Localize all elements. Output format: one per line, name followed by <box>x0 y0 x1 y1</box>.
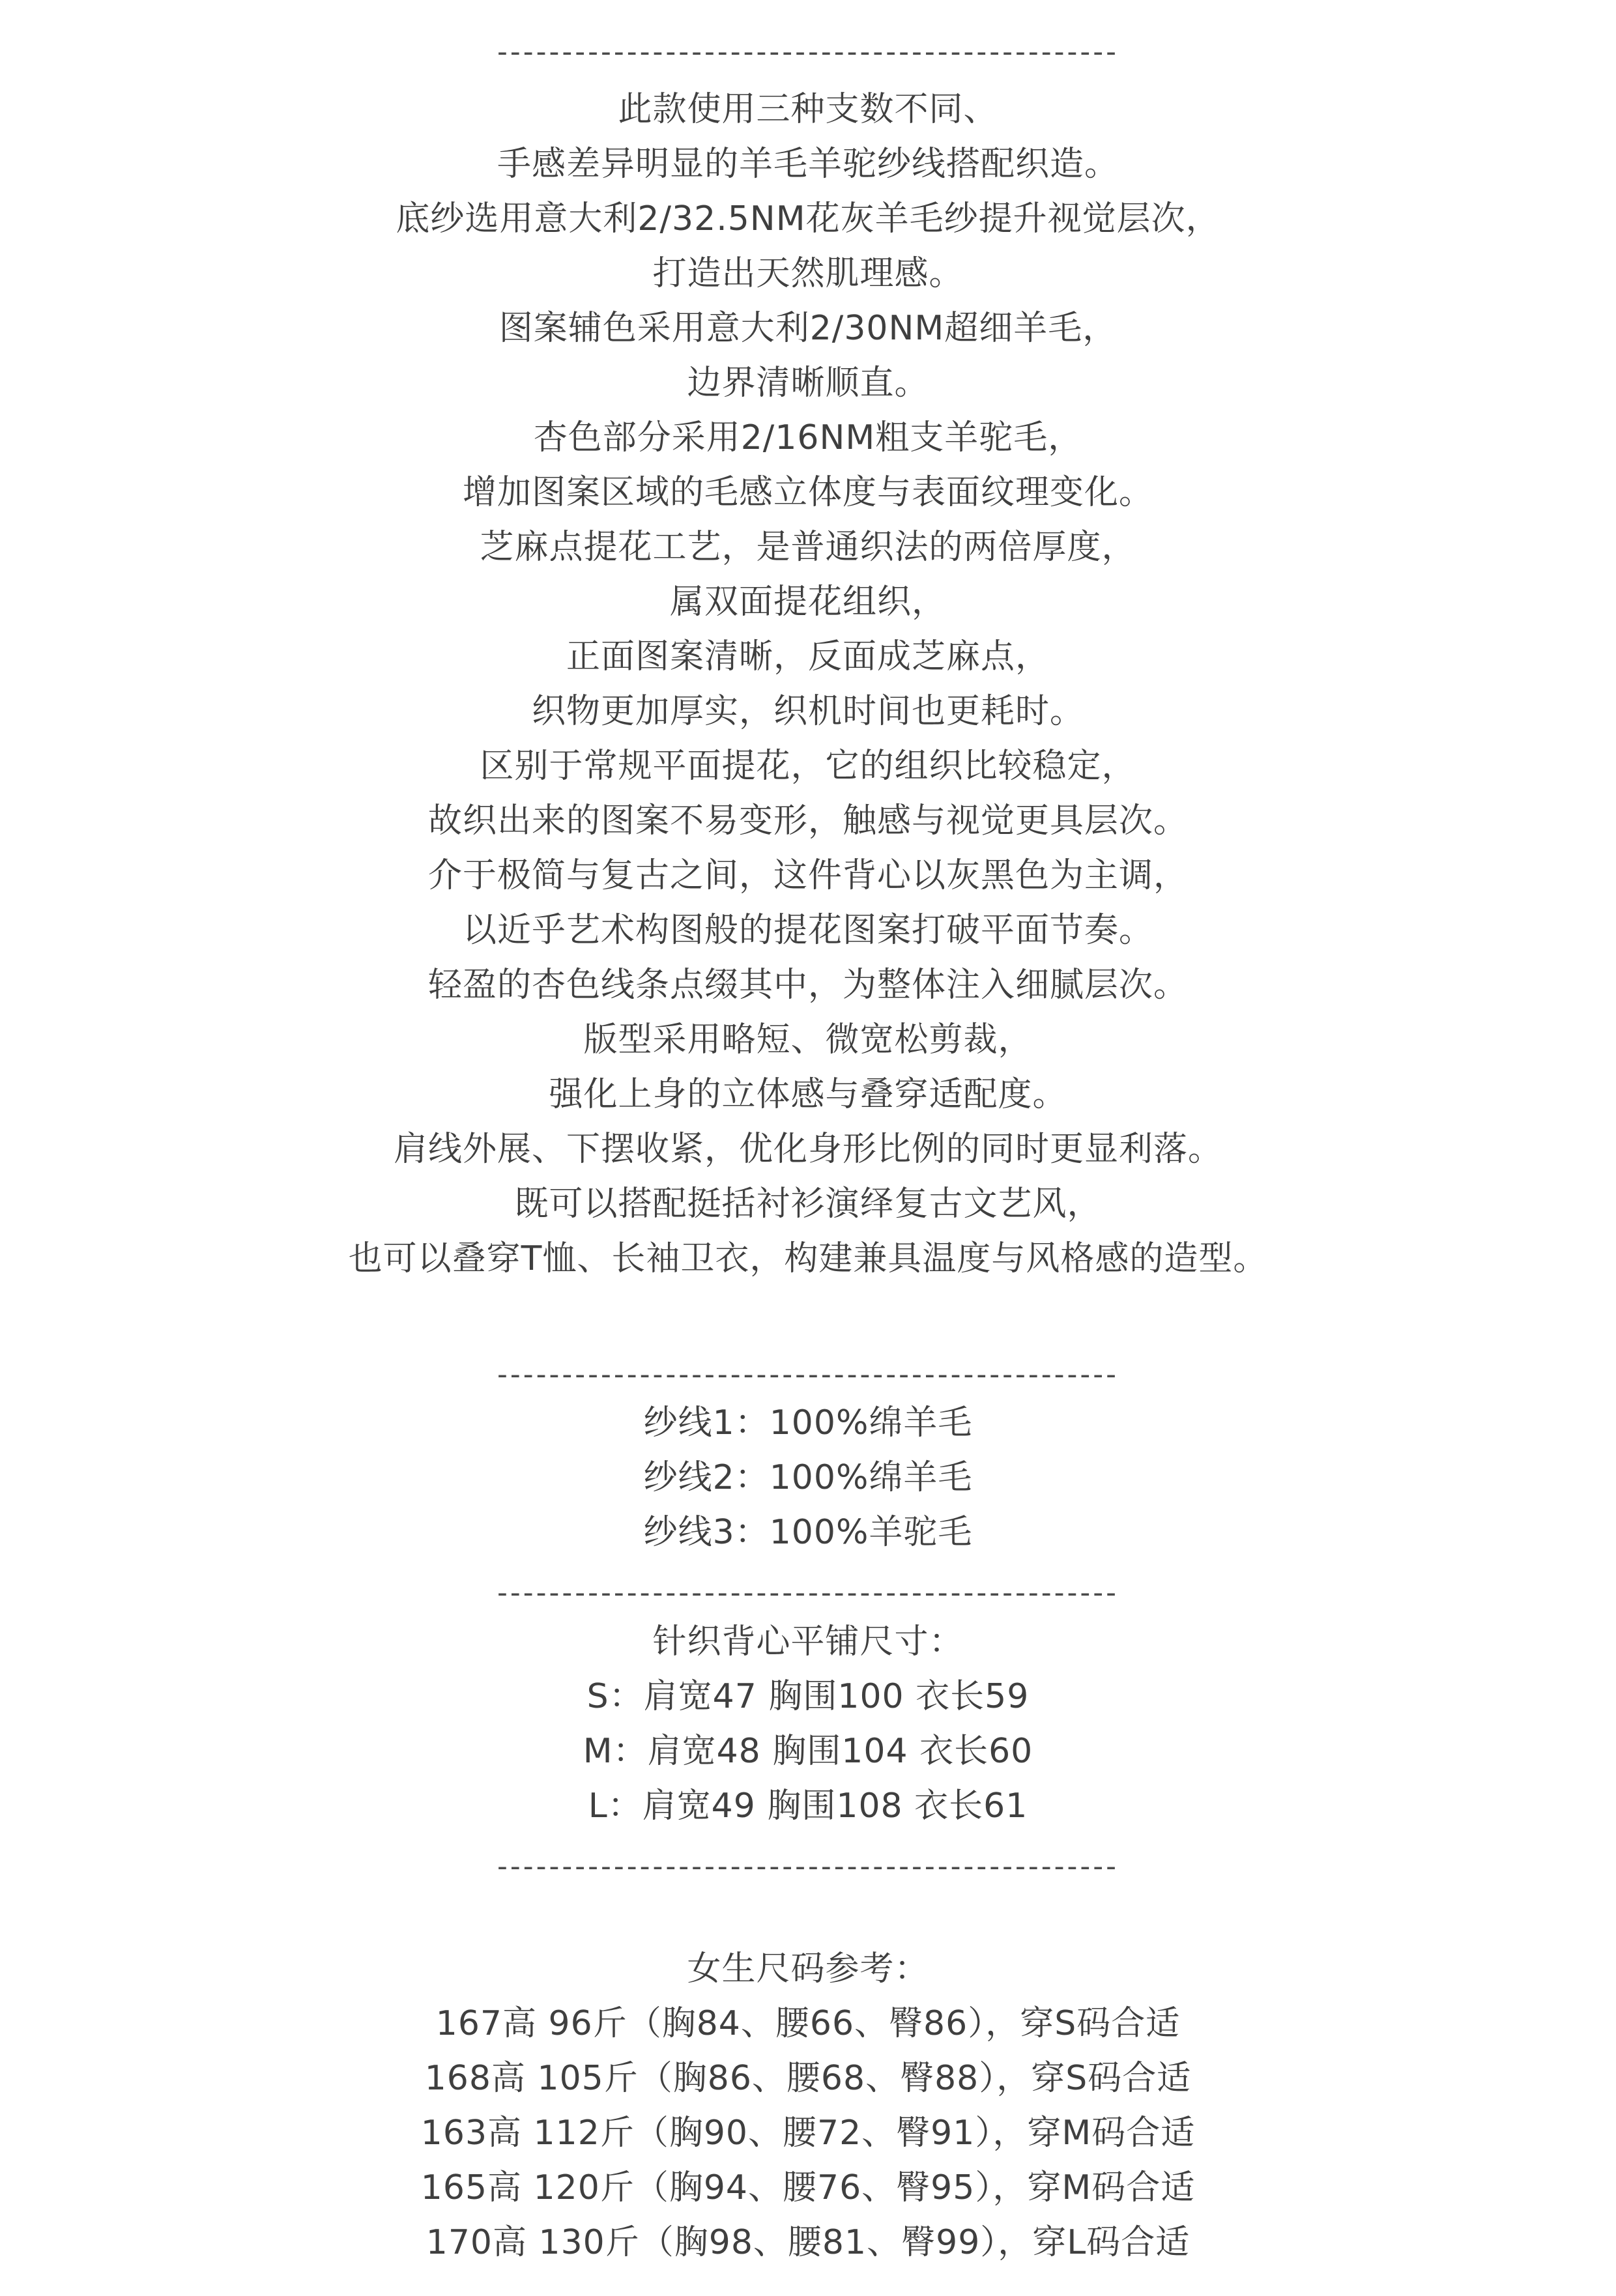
yarn-line: 纱线2：100%绵羊毛 <box>643 1458 973 1497</box>
description-line: 版型采用略短、微宽松剪裁， <box>583 1020 1033 1059</box>
description-line: 既可以搭配挺括衬衫演绎复古文艺风， <box>514 1184 1102 1224</box>
fit-reference-row: 170高 130斤（胸98、腰81、臀99），穿L码合适 <box>426 2223 1190 2262</box>
size-row: L：肩宽49 胸围108 衣长61 <box>588 1787 1028 1826</box>
size-row: S：肩宽47 胸围100 衣长59 <box>586 1677 1030 1716</box>
description-line: 手感差异明显的羊毛羊驼纱线搭配织造。 <box>497 145 1119 184</box>
description-line: 也可以叠穿T恤、长袖卫衣，构建兼具温度与风格感的造型。 <box>348 1239 1268 1278</box>
description-line: 底纱选用意大利2/32.5NM花灰羊毛纱提升视觉层次， <box>396 199 1220 238</box>
description-line: 织物更加厚实，织机时间也更耗时。 <box>531 692 1084 731</box>
separator-size-top: ------------------------------------------------ <box>497 1576 1119 1609</box>
description-line: 介于极简与复古之间，这件背心以灰黑色为主调， <box>427 856 1188 895</box>
size-table-title: 针织背心平铺尺寸： <box>652 1622 964 1661</box>
description-line: 属双面提花组织， <box>669 582 946 622</box>
description-line: 强化上身的立体感与叠穿适配度。 <box>549 1075 1067 1114</box>
description-line: 打造出天然肌理感。 <box>652 254 964 293</box>
description-line: 芝麻点提花工艺，是普通织法的两倍厚度， <box>480 528 1136 567</box>
yarn-line: 纱线1：100%绵羊毛 <box>643 1403 973 1442</box>
description-line: 杏色部分采用2/16NM粗支羊驼毛， <box>533 418 1083 457</box>
description-line: 边界清晰顺直。 <box>687 364 929 403</box>
description-line: 正面图案清晰，反面成芝麻点， <box>566 637 1050 676</box>
description-line: 区别于常规平面提花，它的组织比较稳定， <box>480 747 1136 786</box>
description-line: 此款使用三种支数不同、 <box>618 90 998 129</box>
fit-reference-title: 女生尺码参考： <box>687 1949 929 1988</box>
fit-reference-row: 167高 96斤（胸84、腰66、臀86），穿S码合适 <box>435 2004 1181 2043</box>
fit-reference-row: 165高 120斤（胸94、腰76、臀95），穿M码合适 <box>420 2168 1196 2207</box>
description-line: 故织出来的图案不易变形，触感与视觉更具层次。 <box>427 801 1188 840</box>
description-line: 以近乎艺术构图般的提花图案打破平面节奏。 <box>462 911 1153 950</box>
separator-yarn-top: ------------------------------------------------ <box>497 1358 1119 1391</box>
size-row: M：肩宽48 胸围104 衣长60 <box>583 1732 1033 1771</box>
fit-reference-row: 163高 112斤（胸90、腰72、臀91），穿M码合适 <box>420 2114 1196 2153</box>
fit-reference-row: 168高 105斤（胸86、腰68、臀88），穿S码合适 <box>424 2059 1192 2098</box>
description-line: 增加图案区域的毛感立体度与表面纹理变化。 <box>462 473 1153 512</box>
yarn-line: 纱线3：100%羊驼毛 <box>643 1513 973 1552</box>
description-line: 轻盈的杏色线条点缀其中，为整体注入细腻层次。 <box>427 966 1188 1005</box>
separator-size-bottom: ------------------------------------------------ <box>497 1850 1119 1883</box>
description-line: 肩线外展、下摆收紧，优化身形比例的同时更显利落。 <box>393 1130 1222 1169</box>
separator-top: ------------------------------------------------ <box>497 35 1119 68</box>
description-line: 图案辅色采用意大利2/30NM超细羊毛， <box>498 309 1118 348</box>
